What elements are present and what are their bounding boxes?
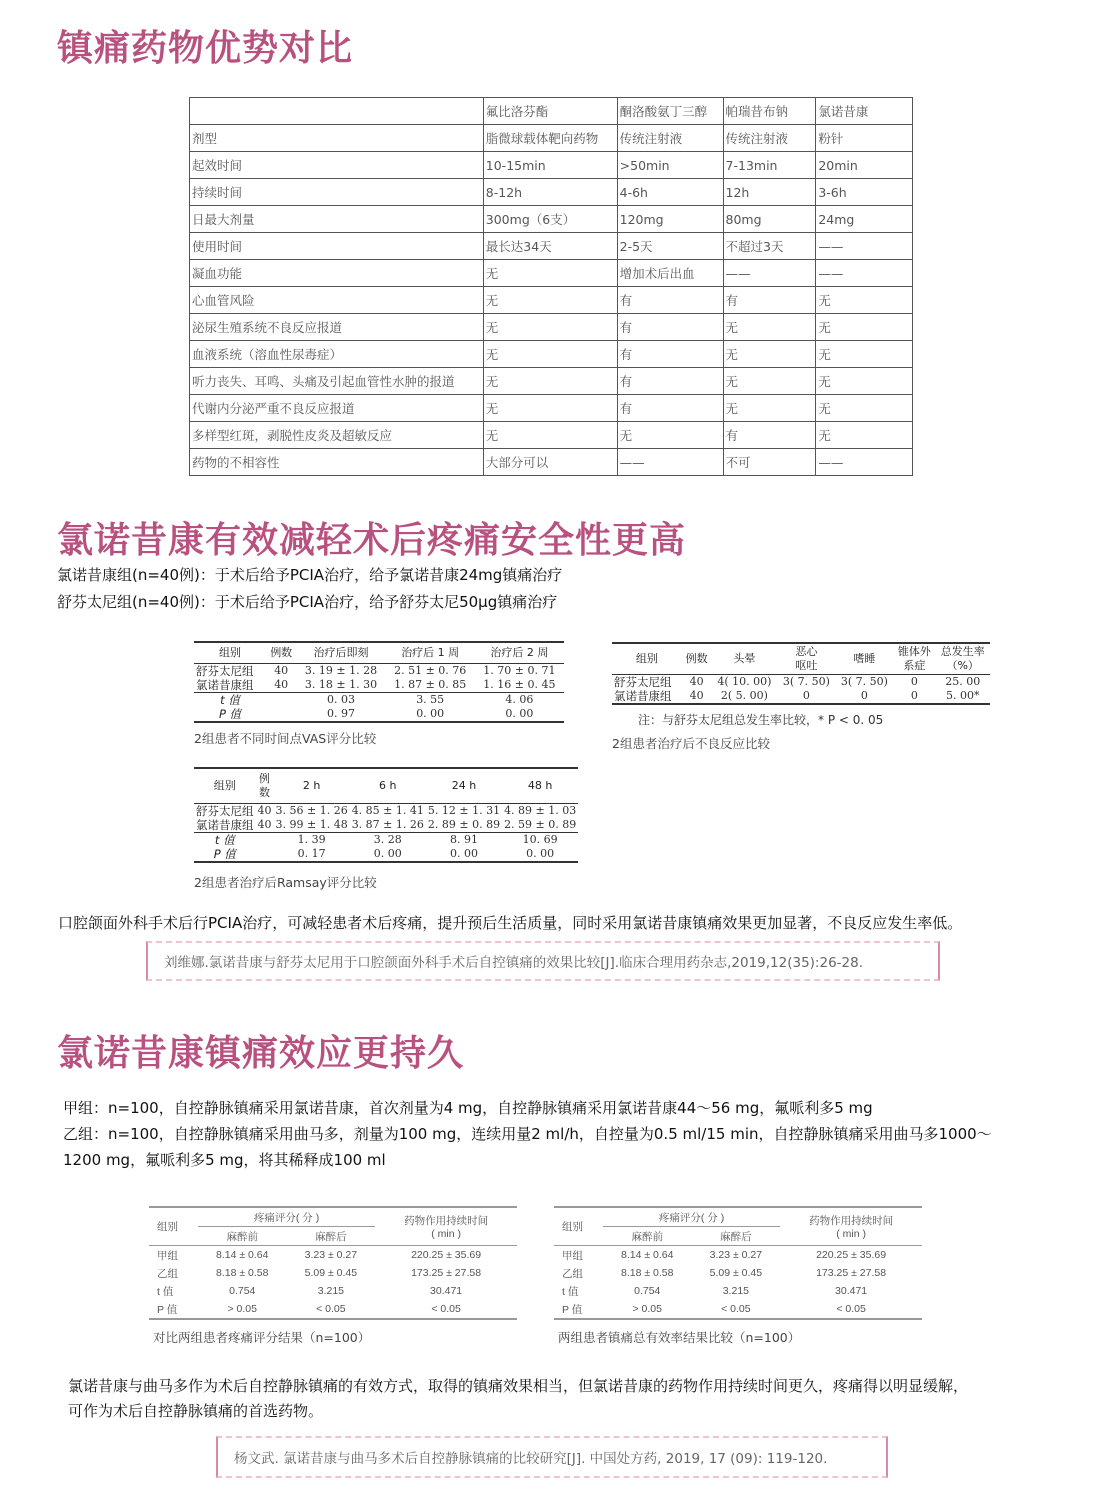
table-cell: 有 (723, 287, 816, 314)
column-header: 总发生率 （%） (940, 645, 985, 672)
column-header: 酮洛酸氨丁三醇 (617, 98, 723, 125)
ramsay-table-figure (194, 767, 576, 891)
table-cell: 有 (617, 341, 723, 368)
table-cell: 无 (816, 287, 913, 314)
table-header-row (194, 768, 578, 804)
table-cell: 80mg (723, 206, 816, 233)
table-cell: 3. 28 (373, 833, 402, 846)
table-row (149, 1264, 517, 1282)
column-header: 氯诺昔康 (816, 98, 913, 125)
table-cell: 3. 55 (416, 693, 445, 706)
table-header-row (190, 98, 913, 125)
table-cell: 传统注射液 (723, 125, 816, 152)
table-cell: 3.215 (722, 1285, 749, 1297)
row-label: 舒芬太尼组 (196, 664, 254, 678)
pain-score-table-figure (149, 1206, 517, 1346)
table-cell: 3( 7. 50) (840, 675, 888, 688)
table-cell: 无 (617, 422, 723, 449)
table-cell: 传统注射液 (617, 125, 723, 152)
table-header-row (194, 642, 564, 664)
section-title-duration: 氯诺昔康镇痛效应更持久 (57, 1033, 465, 1074)
column-header: 治疗后即刻 (313, 646, 369, 659)
group-b-desc-cont: 1200 mg，氟哌利多5 mg，将其稀释成100 ml (63, 1151, 386, 1169)
table-cell: 8-12h (483, 179, 617, 206)
table-cell: 2. 51 ± 0. 76 (394, 664, 467, 677)
table-cell: —— (723, 260, 816, 287)
table-cell: 2. 59 ± 0. 89 (504, 818, 577, 831)
group-desc-sufentanil: 舒芬太尼组(n=40例)：于术后给予PCIA治疗，给予舒芬太尼50μg镇痛治疗 (57, 593, 558, 611)
table-cell: 3. 18 ± 1. 30 (304, 678, 378, 691)
table-cell: 1. 16 ± 0. 45 (483, 678, 556, 691)
row-label: 凝血功能 (190, 260, 484, 287)
table-cell: —— (816, 233, 913, 260)
table-cell: 0.754 (634, 1285, 661, 1297)
drug-comparison-table (189, 97, 913, 476)
table-cell: > 0.05 (632, 1303, 662, 1315)
table-cell: 4. 89 ± 1. 03 (504, 804, 577, 817)
table-cell: 4. 85 ± 1. 41 (351, 804, 424, 817)
column-header-after: 麻醉后 (720, 1230, 752, 1243)
pain-score-table (149, 1206, 517, 1320)
table-cell: —— (816, 449, 913, 476)
column-header: 治疗后 1 周 (401, 646, 460, 659)
row-label: 甲组 (562, 1249, 583, 1262)
table-cell: 3.215 (317, 1285, 344, 1297)
table-cell: > 0.05 (227, 1303, 257, 1315)
table-row (194, 818, 578, 833)
table-cell: 无 (723, 341, 816, 368)
table-cell: 有 (617, 314, 723, 341)
table-cell: 12h (723, 179, 816, 206)
vas-table (194, 641, 564, 723)
table-cell: 0 (802, 689, 810, 702)
column-header (190, 98, 484, 125)
table-cell: >50min (617, 152, 723, 179)
row-label: 舒芬太尼组 (614, 675, 672, 689)
table-cell: 220.25 ± 35.69 (816, 1249, 887, 1261)
table-cell (256, 847, 274, 862)
row-label: 代谢内分泌严重不良反应报道 (190, 395, 484, 422)
row-label: 乙组 (157, 1267, 178, 1280)
table-cell: 1. 39 (297, 833, 326, 846)
table-row (554, 1282, 922, 1300)
duration-label: 药物作用持续时间 (809, 1215, 894, 1227)
table-row (149, 1282, 517, 1300)
section2-conclusion: 口腔颌面外科手术后行PCIA治疗，可减轻患者术后疼痛，提升预后生活质量，同时采用氯诺昔康镇痛效果更加显著，不良反应发生率低。 (58, 914, 963, 932)
table-row (194, 833, 578, 848)
column-header: 6 h (379, 779, 397, 792)
table-cell: 无 (483, 422, 617, 449)
table-cell: 有 (617, 395, 723, 422)
column-header: 氟比洛芬酯 (483, 98, 617, 125)
table-cell: 8.18 ± 0.58 (621, 1267, 674, 1279)
table-cell: < 0.05 (721, 1303, 751, 1315)
section-title-advantage: 镇痛药物优势对比 (57, 28, 354, 69)
column-header: 组别 (218, 646, 241, 659)
column-header: 例数 (259, 772, 270, 799)
row-label: 起效时间 (190, 152, 484, 179)
table-cell: 无 (483, 260, 617, 287)
table-cell: 0. 00 (449, 847, 478, 860)
table-cell: 不可 (723, 449, 816, 476)
table-cell: 0. 97 (327, 707, 355, 720)
row-label: P 值 (157, 1303, 178, 1316)
row-label: 甲组 (157, 1249, 178, 1262)
table-row (190, 449, 913, 476)
table-row (194, 693, 564, 708)
table-cell: < 0.05 (316, 1303, 346, 1315)
table-row (612, 675, 990, 690)
table-row (190, 422, 913, 449)
table-row (194, 804, 578, 819)
table-cell: 40 (257, 818, 272, 831)
table-row (190, 152, 913, 179)
table-cell: 300mg（6支） (483, 206, 617, 233)
table-row (194, 707, 564, 722)
table-row (190, 314, 913, 341)
row-label: t 值 (220, 693, 240, 707)
column-header: 例数 (270, 646, 293, 659)
row-label: 持续时间 (190, 179, 484, 206)
table-cell: 4( 10. 00) (717, 675, 772, 688)
table-cell: 0. 00 (373, 847, 402, 860)
efficacy-table-figure (554, 1206, 922, 1346)
table-cell: 3.23 ± 0.27 (304, 1249, 358, 1261)
table-cell: 40 (257, 804, 272, 817)
row-label: 乙组 (562, 1267, 583, 1280)
table-cell: < 0.05 (836, 1303, 866, 1315)
table-cell: 7-13min (723, 152, 816, 179)
table-row (190, 179, 913, 206)
reference-box-2 (216, 1436, 888, 1478)
table-header-row (554, 1207, 922, 1227)
adverse-note: 注：与舒芬太尼组总发生率比较，* P < 0. 05 (638, 713, 884, 727)
column-header-group: 组别 (562, 1221, 583, 1233)
table-header-row (612, 643, 990, 675)
row-label: 听力丧失、耳鸣、头痛及引起血管性水肿的报道 (190, 368, 484, 395)
row-label: 泌尿生殖系统不良反应报道 (190, 314, 484, 341)
table-cell: < 0.05 (431, 1303, 461, 1315)
table-cell: 120mg (617, 206, 723, 233)
vas-caption: 2组患者不同时间点VAS评分比较 (194, 731, 377, 746)
efficacy-table (554, 1206, 922, 1320)
adverse-table-figure (612, 642, 990, 752)
table-row (554, 1246, 922, 1265)
table-cell (266, 707, 296, 722)
column-header: 组别 (635, 652, 658, 665)
table-cell: 无 (816, 395, 913, 422)
table-cell: 4. 06 (505, 693, 534, 706)
column-header-pain: 疼痛评分( 分 ) (198, 1207, 375, 1227)
table-row (190, 260, 913, 287)
table-cell: 3( 7. 50) (782, 675, 830, 688)
table-row (194, 847, 578, 862)
efficacy-caption: 两组患者镇痛总有效率结果比较（n=100） (558, 1330, 801, 1345)
ramsay-table (194, 767, 578, 863)
section3-conclusion-line1: 氯诺昔康与曲马多作为术后自控静脉镇痛的有效方式，取得的镇痛效果相当，但氯诺昔康的药物作用持续时间更久，疼痛得以明显缓解， (68, 1377, 969, 1395)
column-header: 组别 (213, 779, 236, 792)
row-label: P 值 (562, 1303, 583, 1316)
table-cell: 0 (910, 675, 918, 688)
row-label: 氯诺昔康组 (196, 678, 254, 692)
column-header: 头晕 (733, 652, 756, 665)
column-header-after: 麻醉后 (315, 1230, 347, 1243)
table-cell: 无 (483, 287, 617, 314)
table-cell: 220.25 ± 35.69 (411, 1249, 482, 1261)
table-header-row (149, 1207, 517, 1227)
column-header: 24 h (451, 779, 477, 792)
group-a-desc: 甲组：n=100，自控静脉镇痛采用氯诺昔康，首次剂量为4 mg，自控静脉镇痛采用氯诺昔康44～56 mg，氟哌利多5 mg (63, 1099, 873, 1117)
table-cell: 40 (274, 678, 289, 691)
table-cell: 8.14 ± 0.64 (216, 1249, 269, 1261)
row-label: t 值 (214, 833, 235, 847)
reference-text-1: 刘维娜.氯诺昔康与舒芬太尼用于口腔颌面外科手术后自控镇痛的效果比较[J].临床合理用药杂志,2019,12(35):26-28. (164, 955, 863, 971)
table-cell: 3-6h (816, 179, 913, 206)
duration-label: 药物作用持续时间 (404, 1215, 489, 1227)
duration-unit: ( min ) (836, 1228, 866, 1240)
table-cell: 8.14 ± 0.64 (621, 1249, 674, 1261)
table-cell: 5. 12 ± 1. 31 (427, 804, 501, 817)
group-desc-lornoxicam: 氯诺昔康组(n=40例)：于术后给予PCIA治疗，给予氯诺昔康24mg镇痛治疗 (57, 566, 563, 584)
table-cell: 5.09 ± 0.45 (709, 1267, 763, 1279)
table-row (190, 125, 913, 152)
table-cell (266, 693, 296, 708)
column-header-before: 麻醉前 (226, 1230, 258, 1243)
table-cell: 4-6h (617, 179, 723, 206)
table-cell: 3. 87 ± 1. 26 (351, 818, 424, 831)
table-cell: 粉针 (816, 125, 913, 152)
column-header: 帕瑞昔布钠 (723, 98, 816, 125)
column-header-before: 麻醉前 (631, 1230, 663, 1243)
column-header-duration (375, 1207, 517, 1246)
table-cell: 增加术后出血 (617, 260, 723, 287)
table-row (194, 664, 564, 679)
table-row (190, 206, 913, 233)
table-cell: 10. 69 (522, 833, 558, 846)
table-cell: 30.471 (430, 1285, 463, 1297)
column-header-pain: 疼痛评分( 分 ) (603, 1207, 780, 1227)
table-cell: 30.471 (835, 1285, 868, 1297)
table-row (190, 395, 913, 422)
table-cell: 0. 03 (327, 693, 355, 706)
table-cell: 0.754 (229, 1285, 256, 1297)
duration-unit: ( min ) (431, 1228, 461, 1240)
row-label: 药物的不相容性 (190, 449, 484, 476)
table-cell: 173.25 ± 27.58 (816, 1267, 887, 1279)
adverse-caption: 2组患者治疗后不良反应比较 (612, 736, 770, 751)
table-cell: 0. 17 (297, 847, 326, 860)
pain-score-caption: 对比两组患者疼痛评分结果（n=100） (153, 1330, 371, 1345)
table-cell: 0. 00 (526, 847, 555, 860)
table-row (612, 689, 990, 704)
table-cell: 2( 5. 00) (720, 689, 768, 702)
table-row (149, 1300, 517, 1319)
column-header: 治疗后 2 周 (490, 646, 549, 659)
table-cell: 173.25 ± 27.58 (411, 1267, 482, 1279)
reference-box-1 (146, 941, 940, 981)
table-cell: 1. 70 ± 0. 71 (483, 664, 556, 677)
table-row (554, 1264, 922, 1282)
table-cell: 无 (483, 395, 617, 422)
row-label: 血液系统（溶血性尿毒症） (190, 341, 484, 368)
table-cell: 10-15min (483, 152, 617, 179)
table-row (149, 1246, 517, 1265)
table-cell: 40 (689, 689, 704, 702)
table-row (554, 1300, 922, 1319)
table-cell: 1. 87 ± 0. 85 (394, 678, 467, 691)
table-row (190, 287, 913, 314)
adverse-table (612, 642, 990, 705)
reference-text-2: 杨文武. 氯诺昔康与曲马多术后自控静脉镇痛的比较研究[J]. 中国处方药, 2019, 17 (09): 119-120. (234, 1451, 828, 1467)
row-label: t 值 (157, 1285, 174, 1298)
table-cell: 无 (816, 314, 913, 341)
table-cell: 5. 00* (945, 689, 980, 702)
table-cell: 0 (910, 689, 918, 702)
table-cell: 0. 00 (416, 707, 445, 720)
table-row (194, 678, 564, 693)
table-cell: 24mg (816, 206, 913, 233)
table-cell: 无 (483, 314, 617, 341)
row-label: 使用时间 (190, 233, 484, 260)
table-cell: 8.18 ± 0.58 (216, 1267, 269, 1279)
table-cell: 大部分可以 (483, 449, 617, 476)
table-cell: 20min (816, 152, 913, 179)
table-cell: —— (617, 449, 723, 476)
table-cell: 无 (816, 368, 913, 395)
table-cell: 最长达34天 (483, 233, 617, 260)
column-header: 锥体外 系症 (897, 645, 931, 672)
column-header: 恶心 呕吐 (795, 645, 818, 672)
table-cell: 无 (483, 341, 617, 368)
table-cell: 40 (689, 675, 704, 688)
table-cell: 脂微球载体靶向药物 (483, 125, 617, 152)
table-cell: 3. 56 ± 1. 26 (275, 804, 348, 817)
table-cell: 无 (816, 422, 913, 449)
table-row (190, 341, 913, 368)
table-cell: 3. 99 ± 1. 48 (275, 818, 348, 831)
row-label: t 值 (562, 1285, 579, 1298)
table-cell (256, 833, 274, 848)
section-title-safety: 氯诺昔康有效减轻术后疼痛安全性更高 (57, 520, 687, 561)
column-header: 例数 (685, 652, 708, 665)
row-label: 剂型 (190, 125, 484, 152)
row-label: P 值 (213, 847, 236, 861)
table-cell: 8. 91 (449, 833, 478, 846)
row-label: 日最大剂量 (190, 206, 484, 233)
table-cell: 0 (860, 689, 868, 702)
table-cell: 3.23 ± 0.27 (709, 1249, 763, 1261)
row-label: 舒芬太尼组 (196, 804, 254, 818)
table-cell: 无 (723, 395, 816, 422)
group-b-desc: 乙组：n=100，自控静脉镇痛采用曲马多，剂量为100 mg，连续用量2 ml/h，自控量为0.5 ml/15 min，自控静脉镇痛采用曲马多1000～ (63, 1125, 992, 1143)
table-cell: 有 (723, 422, 816, 449)
column-header-duration (780, 1207, 922, 1246)
vas-table-figure (194, 641, 564, 747)
table-cell: 不超过3天 (723, 233, 816, 260)
table-cell: 2-5天 (617, 233, 723, 260)
table-cell: 无 (483, 368, 617, 395)
column-header: 嗜睡 (853, 652, 876, 665)
table-cell: 有 (617, 368, 723, 395)
table-cell: 无 (723, 314, 816, 341)
row-label: 氯诺昔康组 (614, 689, 672, 703)
column-header-group: 组别 (157, 1221, 178, 1233)
table-cell: 2. 89 ± 0. 89 (427, 818, 501, 831)
table-row (190, 368, 913, 395)
section3-conclusion-line2: 可作为术后自控静脉镇痛的首选药物。 (68, 1402, 324, 1420)
row-label: 氯诺昔康组 (196, 818, 254, 832)
column-header: 2 h (302, 779, 321, 792)
table-row (190, 233, 913, 260)
table-cell: 40 (274, 664, 289, 677)
table-cell: 0. 00 (505, 707, 534, 720)
table-cell: —— (816, 260, 913, 287)
ramsay-caption: 2组患者治疗后Ramsay评分比较 (194, 875, 377, 890)
table-cell: 有 (617, 287, 723, 314)
row-label: 多样型红斑，剥脱性皮炎及超敏反应 (190, 422, 484, 449)
table-cell: 无 (816, 341, 913, 368)
row-label: 心血管风险 (190, 287, 484, 314)
table-cell: 25. 00 (945, 675, 981, 688)
table-cell: 3. 19 ± 1. 28 (304, 664, 378, 677)
column-header: 48 h (527, 779, 553, 792)
table-cell: 无 (723, 368, 816, 395)
row-label: P 值 (218, 707, 242, 721)
table-cell: 5.09 ± 0.45 (304, 1267, 358, 1279)
